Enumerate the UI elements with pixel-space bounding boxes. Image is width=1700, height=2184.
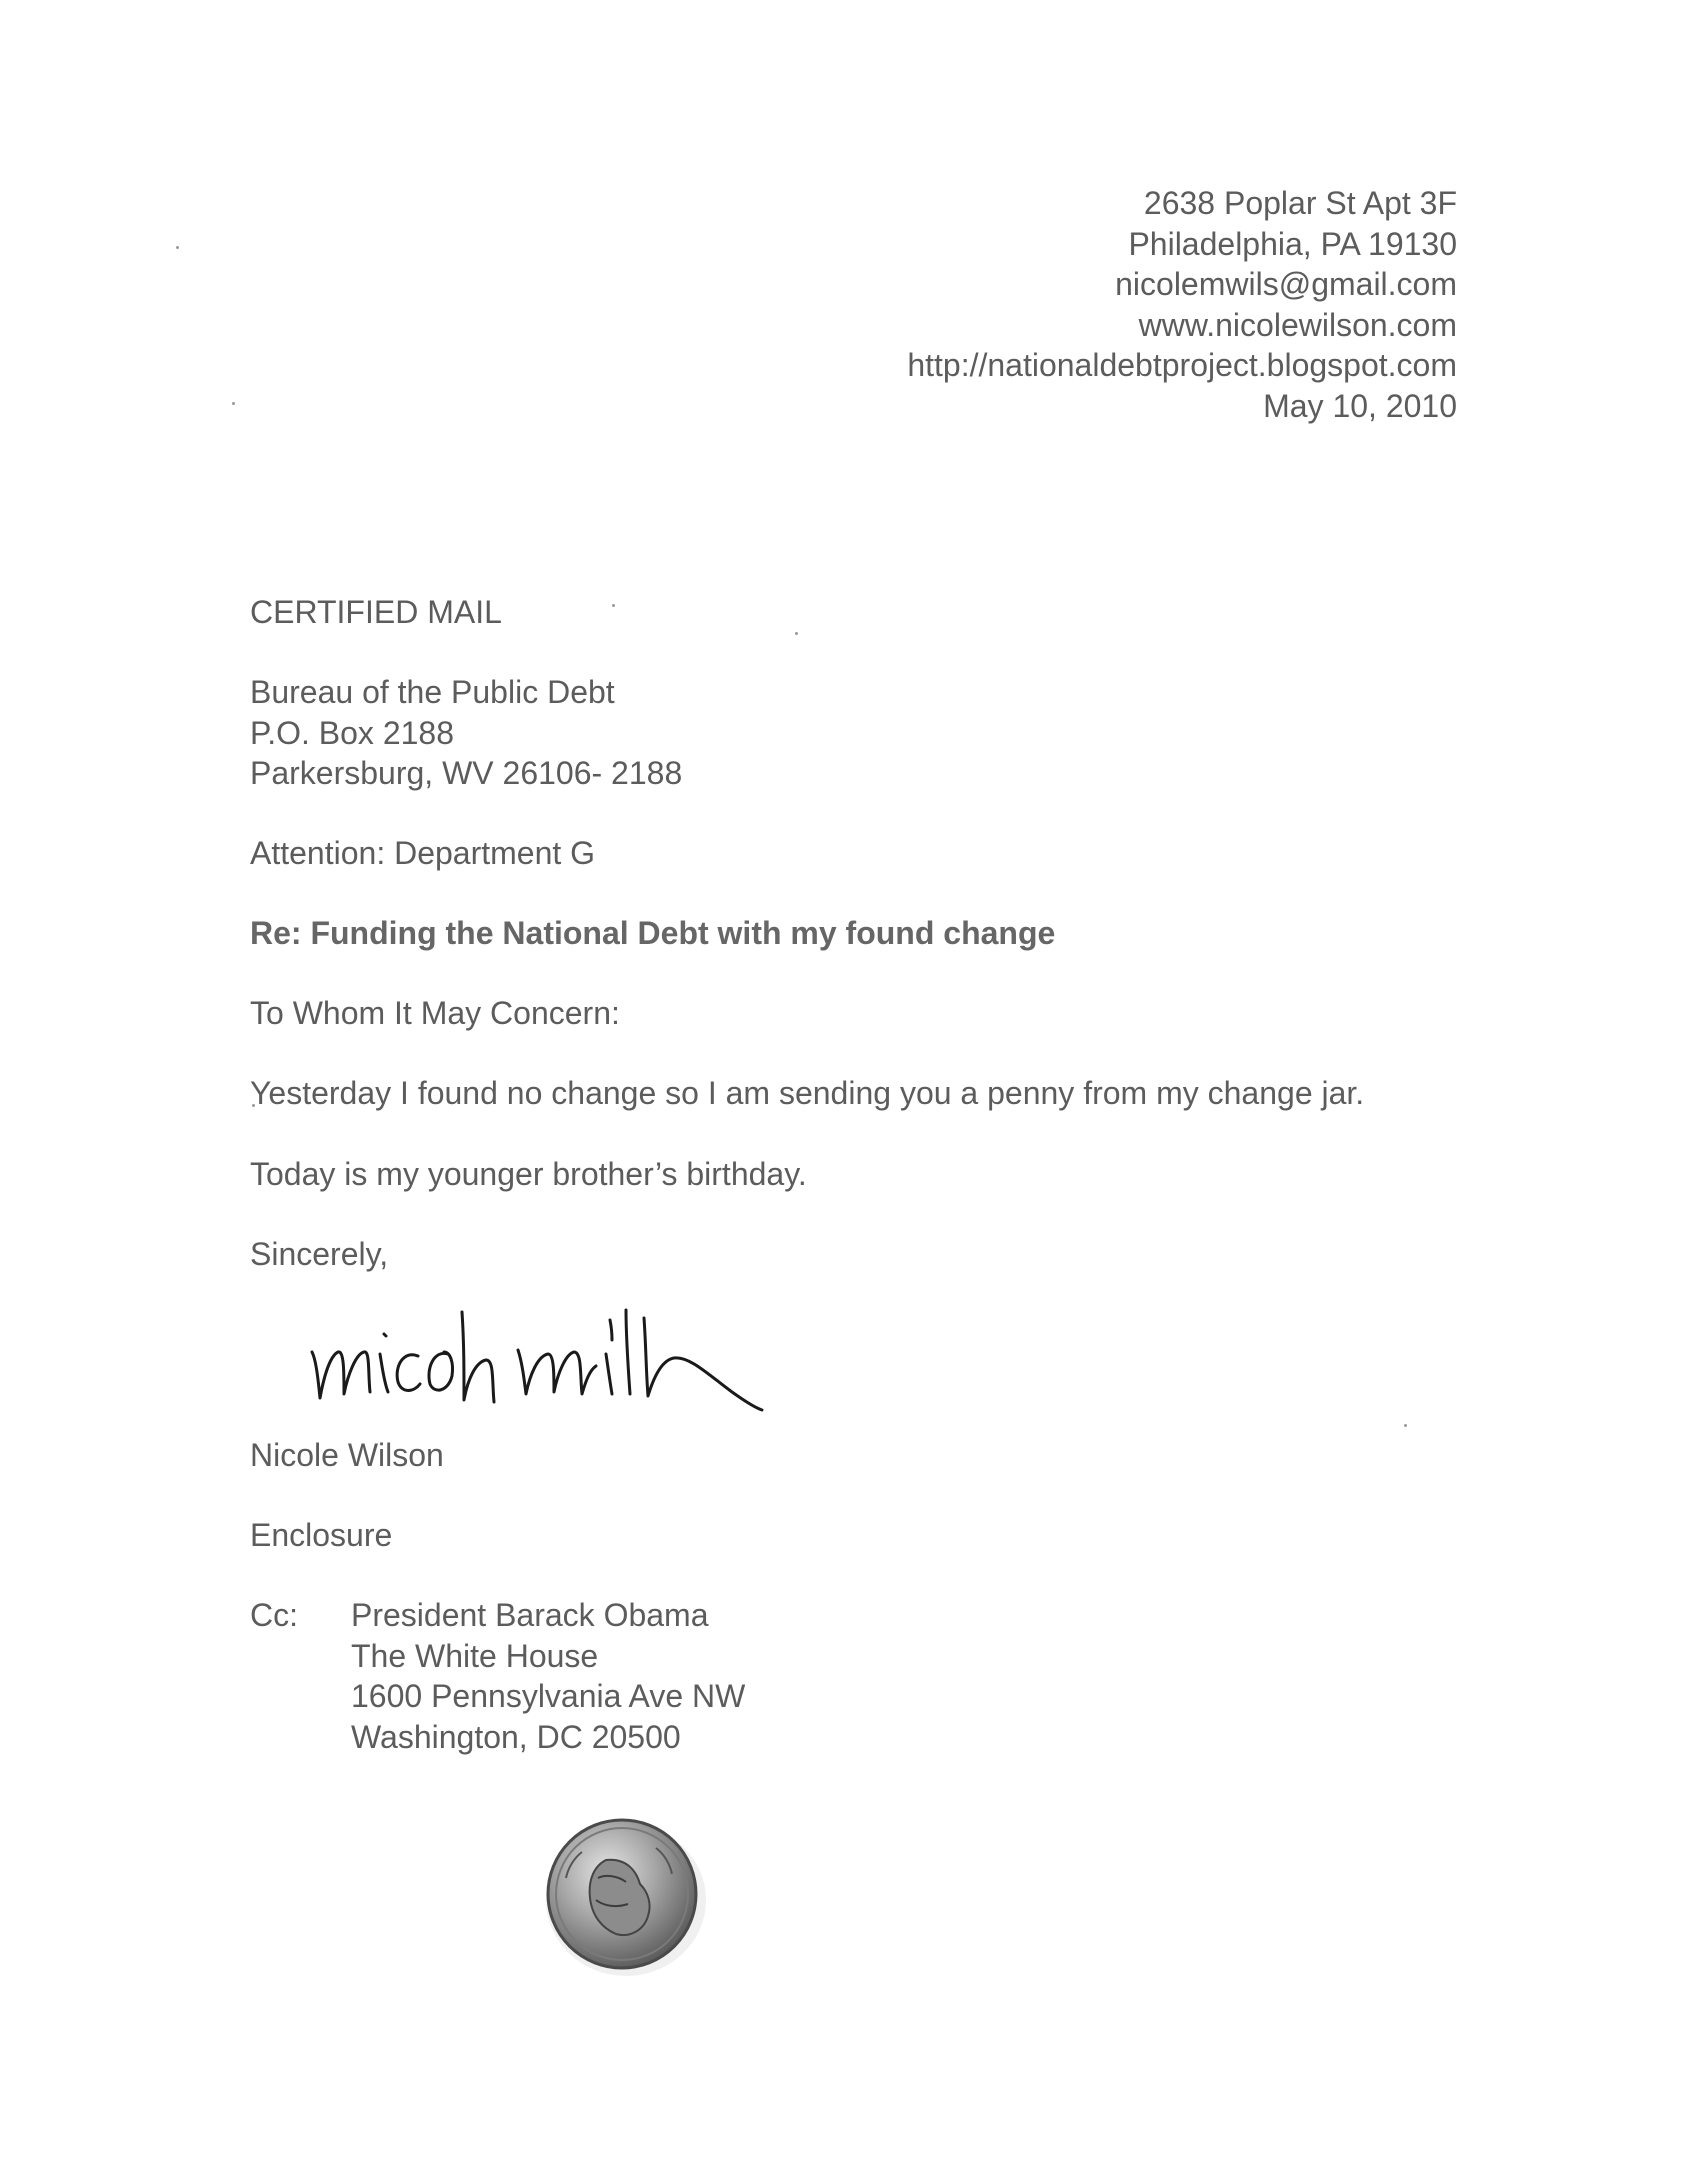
scan-speck	[232, 402, 235, 405]
cc-address-block	[351, 1595, 745, 1757]
recipient-city: Parkersburg, WV 26106- 2188	[250, 755, 683, 791]
cc-label: Cc:	[250, 1597, 298, 1633]
letter-date: May 10, 2010	[1263, 387, 1457, 424]
sender-street: 2638 Poplar St Apt 3F	[1143, 185, 1457, 221]
sender-website: www.nicolewilson.com	[1138, 306, 1457, 343]
sender-address-block	[907, 183, 1457, 426]
signer-name: Nicole Wilson	[250, 1437, 444, 1473]
scan-speck	[795, 632, 798, 635]
body-paragraph: Yesterday I found no change so I am sending you a penny from my change jar.	[250, 1075, 1365, 1111]
scan-speck	[1404, 1424, 1407, 1427]
cc-street: 1600 Pennsylvania Ave NW	[351, 1678, 746, 1714]
enclosure-note: Enclosure	[250, 1517, 393, 1553]
salutation: To Whom It May Concern:	[250, 995, 620, 1031]
recipient-name: Bureau of the Public Debt	[250, 674, 615, 710]
recipient-address-block	[250, 672, 682, 794]
mail-type: CERTIFIED MAIL	[250, 594, 502, 630]
sender-city: Philadelphia, PA 19130	[1128, 225, 1457, 262]
closing: Sincerely,	[250, 1236, 389, 1272]
sender-email: nicolemwils@gmail.com	[1115, 266, 1457, 302]
handwritten-signature	[300, 1290, 820, 1440]
body-paragraph: Today is my younger brother’s birthday.	[250, 1156, 807, 1192]
cc-building: The White House	[351, 1637, 599, 1674]
recipient-po-box: P.O. Box 2188	[250, 714, 454, 751]
cc-name: President Barack Obama	[351, 1597, 709, 1633]
sender-blog: http://nationaldebtproject.blogspot.com	[907, 347, 1457, 383]
cc-city: Washington, DC 20500	[351, 1718, 681, 1755]
penny-coin	[536, 1808, 706, 1978]
attention-line: Attention: Department G	[250, 835, 596, 871]
subject-line: Re: Funding the National Debt with my found change	[250, 915, 1056, 951]
scan-speck	[612, 604, 615, 607]
scan-speck	[176, 246, 179, 249]
